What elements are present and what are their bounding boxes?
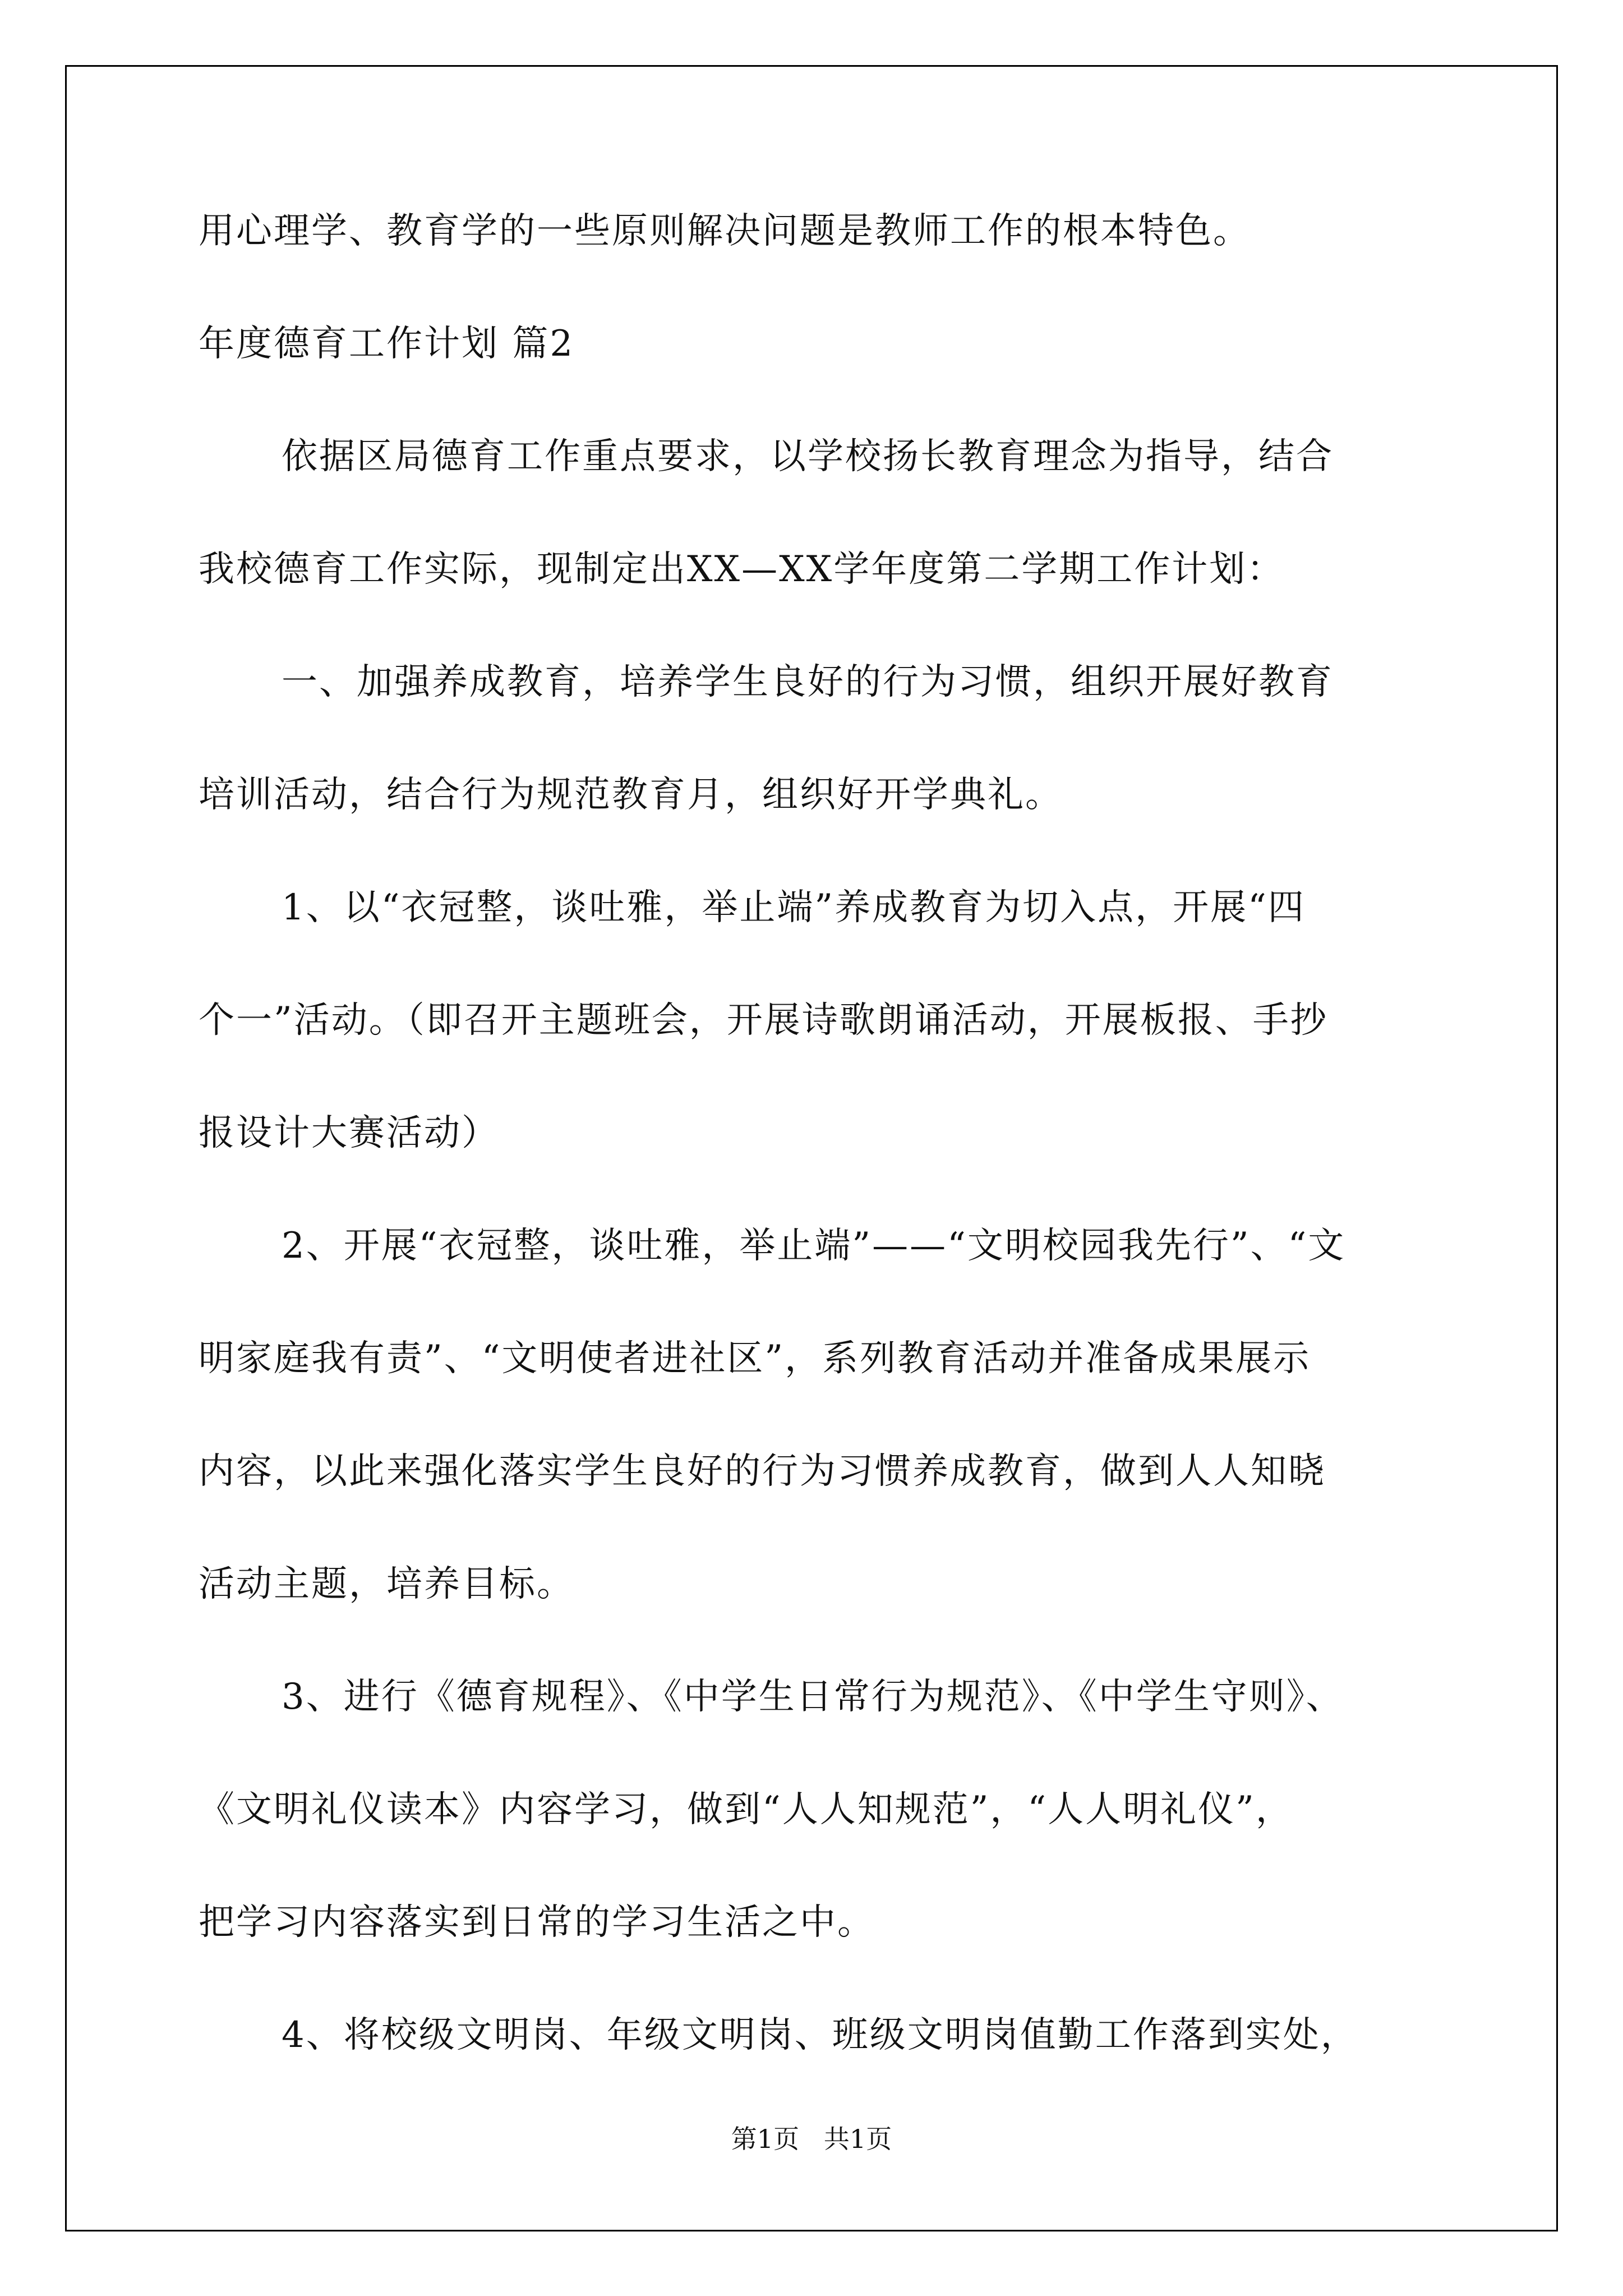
section-heading: 年度德育工作计划 篇2 [199,323,575,365]
text-line: 一、加强养成教育，培养学生良好的行为习惯，组织开展好教育 [282,661,1334,703]
text-line: 依据区局德育工作重点要求，以学校扬长教育理念为指导，结合 [282,436,1334,477]
text-line: 活动主题，培养目标。 [199,1563,574,1605]
text-line: 3、进行《德育规程》、《中学生日常行为规范》、《中学生守则》、 [282,1676,1344,1718]
text-line: 我校德育工作实际，现制定出XX—XX学年度第二学期工作计划： [199,549,1285,590]
document-body [199,210,1430,2130]
text-line: 培训活动，结合行为规范教育月，组织好开学典礼。 [199,774,1063,816]
text-line: 《文明礼仪读本》内容学习，做到“人人知规范”，“人人明礼仪”， [199,1789,1293,1830]
text-line: 2、开展“衣冠整，谈吐雅，举止端”——“文明校园我先行”、“文 [282,1225,1346,1267]
text-line: 明家庭我有责”、“文明使者进社区”，系列教育活动并准备成果展示 [199,1338,1311,1379]
text-line: 4、将校级文明岗、年级文明岗、班级文明岗值勤工作落到实处， [282,2014,1358,2056]
text-line: 1、以“衣冠整，谈吐雅，举止端”养成教育为切入点，开展“四 [282,887,1306,928]
text-line: 个一”活动。（即召开主题班会，开展诗歌朗诵活动，开展板报、手抄 [199,1000,1328,1041]
text-line: 用心理学、教育学的一些原则解决问题是教师工作的根本特色。 [199,210,1251,252]
text-line: 内容，以此来强化落实学生良好的行为习惯养成教育，做到人人知晓 [199,1451,1326,1492]
text-line: 把学习内容落实到日常的学习生活之中。 [199,1902,875,1943]
page-footer: 第1页 共1页 [731,2124,892,2154]
text-line: 报设计大赛活动） [199,1112,499,1154]
